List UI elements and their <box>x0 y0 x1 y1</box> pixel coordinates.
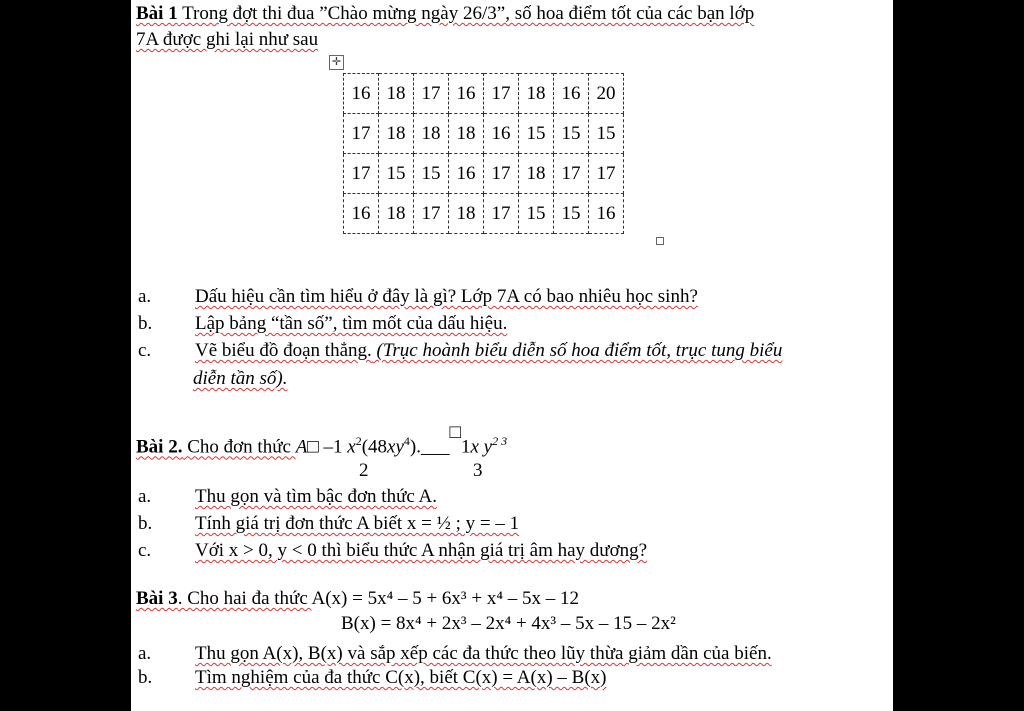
bai3-polynomial-a: A(x) = 5x⁴ – 5 + 6x³ + x⁴ – 5x – 12 <box>311 588 579 609</box>
bai3-item-a-label: a. <box>138 643 152 664</box>
bai2-item-a-label: a. <box>138 486 152 507</box>
bai2-item-b-label: b. <box>138 513 153 534</box>
table-cell: 16 <box>484 114 519 154</box>
table-cell: 18 <box>379 114 414 154</box>
table-resize-handle-icon[interactable] <box>656 237 664 245</box>
table-cell: 17 <box>484 74 519 114</box>
table-cell: 15 <box>379 154 414 194</box>
table-cell: 15 <box>519 194 554 234</box>
table-cell: 17 <box>414 194 449 234</box>
bai2-denominator-1: 2 <box>359 460 369 481</box>
table-row <box>344 74 624 114</box>
table-cell: 17 <box>484 154 519 194</box>
table-cell: 18 <box>519 74 554 114</box>
table-row <box>344 194 624 234</box>
bai1-item-b-label: b. <box>138 313 153 334</box>
table-cell: 17 <box>589 154 624 194</box>
bai2-expr-x2: x <box>347 436 356 458</box>
table-cell: 16 <box>554 74 589 114</box>
bai1-item-c-label: c. <box>138 340 152 361</box>
table-cell: 18 <box>414 114 449 154</box>
bai2-expr-box2: □ <box>449 422 461 444</box>
bai3-polynomial-b: B(x) = 8x⁴ + 2x³ – 2x⁴ + 4x³ – 5x – 15 – 2x² <box>341 613 676 634</box>
bai1-intro-line2: 7A được ghi lại như sau <box>136 29 319 50</box>
table-cell: 20 <box>589 74 624 114</box>
table-cell: 18 <box>449 114 484 154</box>
table-row <box>344 154 624 194</box>
bai2-denominator-2: 3 <box>473 460 483 481</box>
bai2-item-c-text: Với x > 0, y < 0 thì biểu thức A nhận giá trị âm hay dương? <box>195 540 648 561</box>
table-cell: 17 <box>414 74 449 114</box>
bai2-expr-close: ). <box>409 436 421 458</box>
bai1-item-a-label: a. <box>138 286 152 307</box>
bai2-expr-paren: (48 <box>361 436 388 458</box>
table-cell: 16 <box>449 74 484 114</box>
table-cell: 18 <box>379 194 414 234</box>
table-cell: 18 <box>379 74 414 114</box>
bai1-item-c-note2: diễn tần số). <box>193 368 288 389</box>
table-cell: 15 <box>414 154 449 194</box>
bai2-title: Bài 2. <box>136 436 183 458</box>
table-cell: 16 <box>344 194 379 234</box>
table-cell: 17 <box>344 154 379 194</box>
bai2-intro-text: Cho đơn thức <box>182 436 296 458</box>
bai2-expr-sup4: 4 <box>403 434 410 448</box>
table-cell: 16 <box>589 194 624 234</box>
table-cell: 17 <box>554 154 589 194</box>
bai1-intro-line1 <box>136 2 754 26</box>
bai1-intro-text: Trong đợt thi đua ”Chào mừng ngày 26/3”, số hoa điểm tốt của các bạn lớp <box>177 3 755 24</box>
bai2-expr-part1: –1 <box>318 436 348 458</box>
bai1-item-a-text: Dấu hiệu cần tìm hiểu ở đây là gì? Lớp 7A có bao nhiêu học sinh? <box>195 286 698 307</box>
bai1-item-c-line1 <box>195 339 782 363</box>
table-cell: 18 <box>449 194 484 234</box>
bai2-intro-line <box>136 422 508 459</box>
bai3-title: Bài 3 <box>136 588 178 609</box>
bai1-item-b-text: Lập bảng “tần số”, tìm mốt của dấu hiệu. <box>195 313 508 334</box>
bai3-item-b-label: b. <box>138 667 153 688</box>
table-cell: 16 <box>344 74 379 114</box>
table-cell: 17 <box>344 114 379 154</box>
table-cell: 15 <box>554 114 589 154</box>
table-row <box>344 114 624 154</box>
data-table <box>343 73 624 234</box>
bai2-expr-part2: 1 <box>460 436 471 458</box>
bai2-expr-a: A <box>295 436 308 458</box>
bai2-item-c-label: c. <box>138 540 152 561</box>
bai1-item-c-note1: (Trục hoành biểu diễn số hoa điểm tốt, trục tung biểu <box>371 340 783 361</box>
bai3-intro-line <box>136 587 579 611</box>
bai2-expr-xy: xy <box>387 436 404 458</box>
table-cell: 15 <box>554 194 589 234</box>
table-cell: 16 <box>449 154 484 194</box>
bai2-item-a-text: Thu gọn và tìm bậc đơn thức A. <box>195 486 437 507</box>
bai2-expr-frac-bar: ___ <box>421 436 450 458</box>
bai2-expr-sup2: 2 <box>355 434 362 448</box>
bai1-item-c-text: Vẽ biểu đồ đoạn thẳng. <box>195 340 372 361</box>
table-cell: 15 <box>519 114 554 154</box>
document-page <box>131 0 893 711</box>
table-cell: 18 <box>519 154 554 194</box>
bai3-item-a-text: Thu gọn A(x), B(x) và sắp xếp các đa thức theo lũy thừa giảm dần của biến. <box>195 643 772 664</box>
bai3-item-b-text: Tìm nghiệm của đa thức C(x), biết C(x) = A(x) – B(x) <box>195 667 607 688</box>
bai3-intro-text: . Cho hai đa thức <box>177 588 312 609</box>
bai2-item-b-text: Tính giá trị đơn thức A biết x = ½ ; y = – 1 <box>195 513 520 534</box>
table-move-handle-icon[interactable]: ✛ <box>329 55 344 70</box>
table-cell: 15 <box>589 114 624 154</box>
table-cell: 17 <box>484 194 519 234</box>
bai1-title: Bài 1 <box>136 3 178 24</box>
bai2-expr-box1: □ <box>307 436 319 458</box>
bai2-expr-xy2: x y <box>470 436 493 458</box>
bai2-expr-sup23: 2 3 <box>492 434 508 448</box>
